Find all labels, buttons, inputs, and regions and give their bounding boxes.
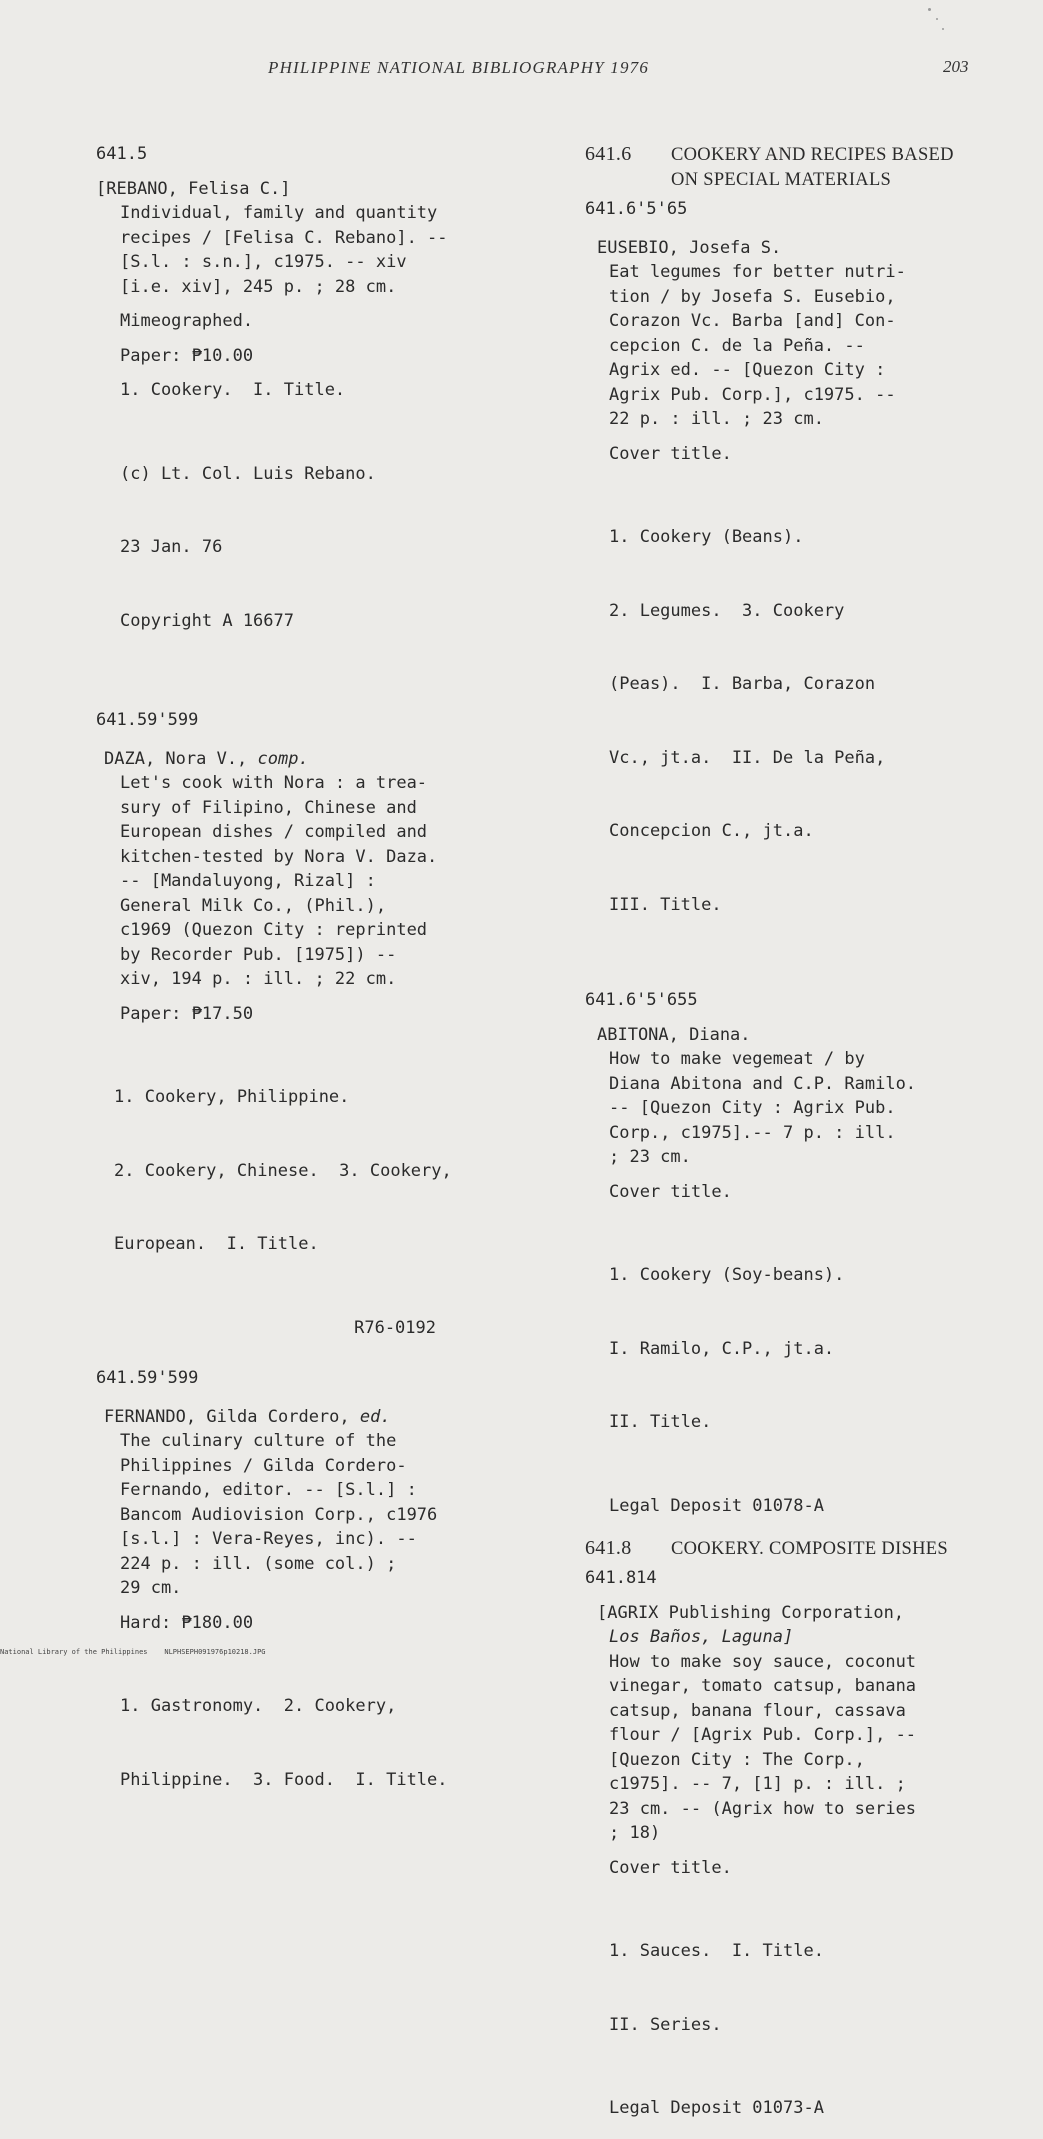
- description-line: flour / [Agrix Pub. Corp.], --: [609, 1725, 917, 1745]
- description-line: How to make vegemeat / by: [609, 1049, 865, 1069]
- subject-line: III. Title.: [609, 894, 722, 915]
- entry-price: Paper: ₱17.50: [120, 1003, 254, 1024]
- entry-note: Cover title.: [609, 1857, 732, 1878]
- call-number: 641.59'599: [96, 1368, 199, 1388]
- entry-heading: [104, 1405, 536, 1430]
- page-number: 203: [943, 57, 969, 76]
- author-name: DAZA, Nora V.,: [104, 748, 258, 769]
- call-number: 641.5: [96, 144, 148, 164]
- description-line: Corp., c1975].-- 7 p. : ill.: [609, 1122, 896, 1143]
- description-line: 23 cm. -- (Agrix how to series: [609, 1798, 917, 1819]
- scan-footer: National Library of the Philippines NLPHSEPH091976p10218.JPG: [0, 1648, 266, 1656]
- entry-subjects: [609, 1214, 1025, 1484]
- entry-note: Cover title.: [609, 443, 732, 464]
- description-line: -- [Quezon City : Agrix Pub.: [609, 1098, 896, 1118]
- copyright-line: 23 Jan. 76: [120, 537, 223, 557]
- description-line: kitchen-tested by Nora V. Daza.: [120, 846, 438, 867]
- description-line: [Quezon City : The Corp.,: [609, 1749, 865, 1770]
- author-role: comp.: [257, 748, 309, 769]
- call-number: 641.59'599: [96, 710, 199, 730]
- description-line: sury of Filipino, Chinese and: [120, 797, 417, 818]
- left-column: [96, 142, 536, 1859]
- corporate-place: Los Baños, Laguna]: [609, 1627, 794, 1647]
- subject-heading-text: COOKERY AND RECIPES BASED: [671, 145, 954, 165]
- paper-speck: [928, 8, 931, 11]
- entry-subjects: [609, 476, 1025, 966]
- legal-deposit: Legal Deposit 01073-A: [609, 2098, 824, 2118]
- description-line: Agrix Pub. Corp.], c1975. --: [609, 384, 896, 405]
- subject-line: Vc., jt.a. II. De la Peña,: [609, 747, 886, 768]
- subject-line: II. Series.: [609, 2014, 722, 2035]
- entry-description: [609, 1650, 1025, 1846]
- description-line: catsup, banana flour, cassava: [609, 1700, 906, 1721]
- description-line: [S.l. : s.n.], c1975. -- xiv: [120, 252, 407, 272]
- running-title: PHILIPPINE NATIONAL BIBLIOGRAPHY 1976: [268, 58, 650, 77]
- copyright-statement: [120, 413, 536, 683]
- description-line: cepcion C. de la Peña. --: [609, 335, 865, 356]
- description-line: recipes / [Felisa C. Rebano]. --: [120, 227, 448, 248]
- description-line: c1975]. -- 7, [1] p. : ill. ;: [609, 1774, 906, 1794]
- entry-subjects: [114, 1036, 536, 1306]
- description-line: ; 23 cm.: [609, 1147, 691, 1167]
- description-line: European dishes / compiled and: [120, 822, 428, 842]
- record-number: R76-0192: [354, 1317, 436, 1338]
- entry-subjects: [120, 1645, 536, 1841]
- description-line: by Recorder Pub. [1975]) --: [120, 944, 397, 965]
- entry-note: Cover title.: [609, 1181, 732, 1202]
- entry-rebano: [96, 142, 536, 682]
- description-line: Bancom Audiovision Corp., c1976: [120, 1504, 438, 1525]
- description-line: 224 p. : ill. (some col.) ;: [120, 1553, 397, 1574]
- description-line: Eat legumes for better nutri-: [609, 262, 906, 282]
- subject-heading: [585, 142, 1025, 193]
- entry-eusebio: [585, 197, 1025, 966]
- entry-abitona: [585, 988, 1025, 1518]
- call-number: 641.814: [585, 1568, 657, 1588]
- copyright-line: (c) Lt. Col. Luis Rebano.: [120, 463, 376, 484]
- description-line: Philippines / Gilda Cordero-: [120, 1455, 407, 1476]
- paper-speck: [942, 28, 944, 30]
- entry-price: Paper: ₱10.00: [120, 345, 254, 366]
- description-line: Agrix ed. -- [Quezon City :: [609, 360, 886, 380]
- description-line: Corazon Vc. Barba [and] Con-: [609, 311, 896, 331]
- legal-deposit: Legal Deposit 01078-A: [609, 1495, 824, 1516]
- entry-fernando: [96, 1366, 536, 1841]
- call-number: 641.6'5'65: [585, 199, 688, 219]
- subject-heading-text: ON SPECIAL MATERIALS: [671, 170, 892, 190]
- entry-heading: [REBANO, Felisa C.]: [96, 178, 291, 199]
- right-column: [585, 142, 1025, 2139]
- entry-heading: [597, 1601, 1025, 1650]
- subject-line: 1. Cookery (Soy-beans).: [609, 1265, 845, 1285]
- entry-heading: ABITONA, Diana.: [597, 1024, 751, 1045]
- description-line: tion / by Josefa S. Eusebio,: [609, 286, 896, 307]
- copyright-line: Copyright A 16677: [120, 610, 294, 631]
- entry-description: [120, 1429, 536, 1601]
- paper-speck: [936, 18, 938, 20]
- subject-line: II. Title.: [609, 1412, 712, 1432]
- description-line: [s.l.] : Vera-Reyes, inc). --: [120, 1529, 417, 1549]
- subject-line: 1. Gastronomy. 2. Cookery,: [120, 1696, 397, 1716]
- author-name: FERNANDO, Gilda Cordero,: [104, 1406, 360, 1427]
- entry-description: [120, 771, 536, 992]
- subject-line: 1. Cookery (Beans).: [609, 527, 804, 547]
- subject-line: Concepcion C., jt.a.: [609, 821, 814, 841]
- subject-line: Philippine. 3. Food. I. Title.: [120, 1769, 448, 1790]
- subject-class-number: 641.6: [585, 143, 632, 165]
- subject-line: 1. Sauces. I. Title.: [609, 1941, 824, 1961]
- description-line: xiv, 194 p. : ill. ; 22 cm.: [120, 969, 397, 989]
- description-line: The culinary culture of the: [120, 1431, 397, 1451]
- entry-note: Mimeographed.: [120, 311, 254, 331]
- description-line: Let's cook with Nora : a trea-: [120, 773, 428, 793]
- subject-line: 1. Cookery, Philippine.: [114, 1087, 350, 1107]
- entry-agrix: [585, 1566, 1025, 2121]
- description-line: How to make soy sauce, coconut: [609, 1651, 917, 1672]
- entry-heading: EUSEBIO, Josefa S.: [597, 237, 782, 258]
- subject-line: European. I. Title.: [114, 1234, 319, 1254]
- entry-subjects: [609, 1890, 1025, 2086]
- description-line: vinegar, tomato catsup, banana: [609, 1676, 917, 1696]
- call-number: 641.6'5'655: [585, 990, 698, 1010]
- entry-subjects: 1. Cookery. I. Title.: [120, 380, 346, 400]
- description-line: -- [Mandaluyong, Rizal] :: [120, 871, 376, 891]
- subject-class-number: 641.8: [585, 1537, 632, 1559]
- entry-description: [609, 260, 1025, 432]
- description-line: 22 p. : ill. ; 23 cm.: [609, 409, 824, 429]
- subject-heading-text: COOKERY. COMPOSITE DISHES: [671, 1539, 948, 1559]
- author-role: ed.: [359, 1406, 391, 1427]
- entry-daza: [96, 708, 536, 1340]
- description-line: Fernando, editor. -- [S.l.] :: [120, 1480, 417, 1500]
- subject-line: I. Ramilo, C.P., jt.a.: [609, 1338, 835, 1359]
- subject-line: 2. Cookery, Chinese. 3. Cookery,: [114, 1160, 452, 1181]
- description-line: General Milk Co., (Phil.),: [120, 895, 387, 916]
- corporate-author: [AGRIX Publishing Corporation,: [597, 1602, 905, 1623]
- description-line: Diana Abitona and C.P. Ramilo.: [609, 1073, 917, 1094]
- subject-heading: [585, 1536, 1025, 1562]
- entry-description: [609, 1047, 1025, 1170]
- description-line: ; 18): [609, 1823, 661, 1843]
- description-line: c1969 (Quezon City : reprinted: [120, 920, 428, 940]
- description-line: Individual, family and quantity: [120, 203, 438, 223]
- entry-description: [120, 201, 536, 299]
- description-line: [i.e. xiv], 245 p. ; 28 cm.: [120, 276, 397, 297]
- entry-heading: [104, 747, 536, 772]
- subject-line: (Peas). I. Barba, Corazon: [609, 674, 876, 694]
- subject-line: 2. Legumes. 3. Cookery: [609, 600, 845, 621]
- entry-price: Hard: ₱180.00: [120, 1612, 254, 1633]
- description-line: 29 cm.: [120, 1578, 182, 1598]
